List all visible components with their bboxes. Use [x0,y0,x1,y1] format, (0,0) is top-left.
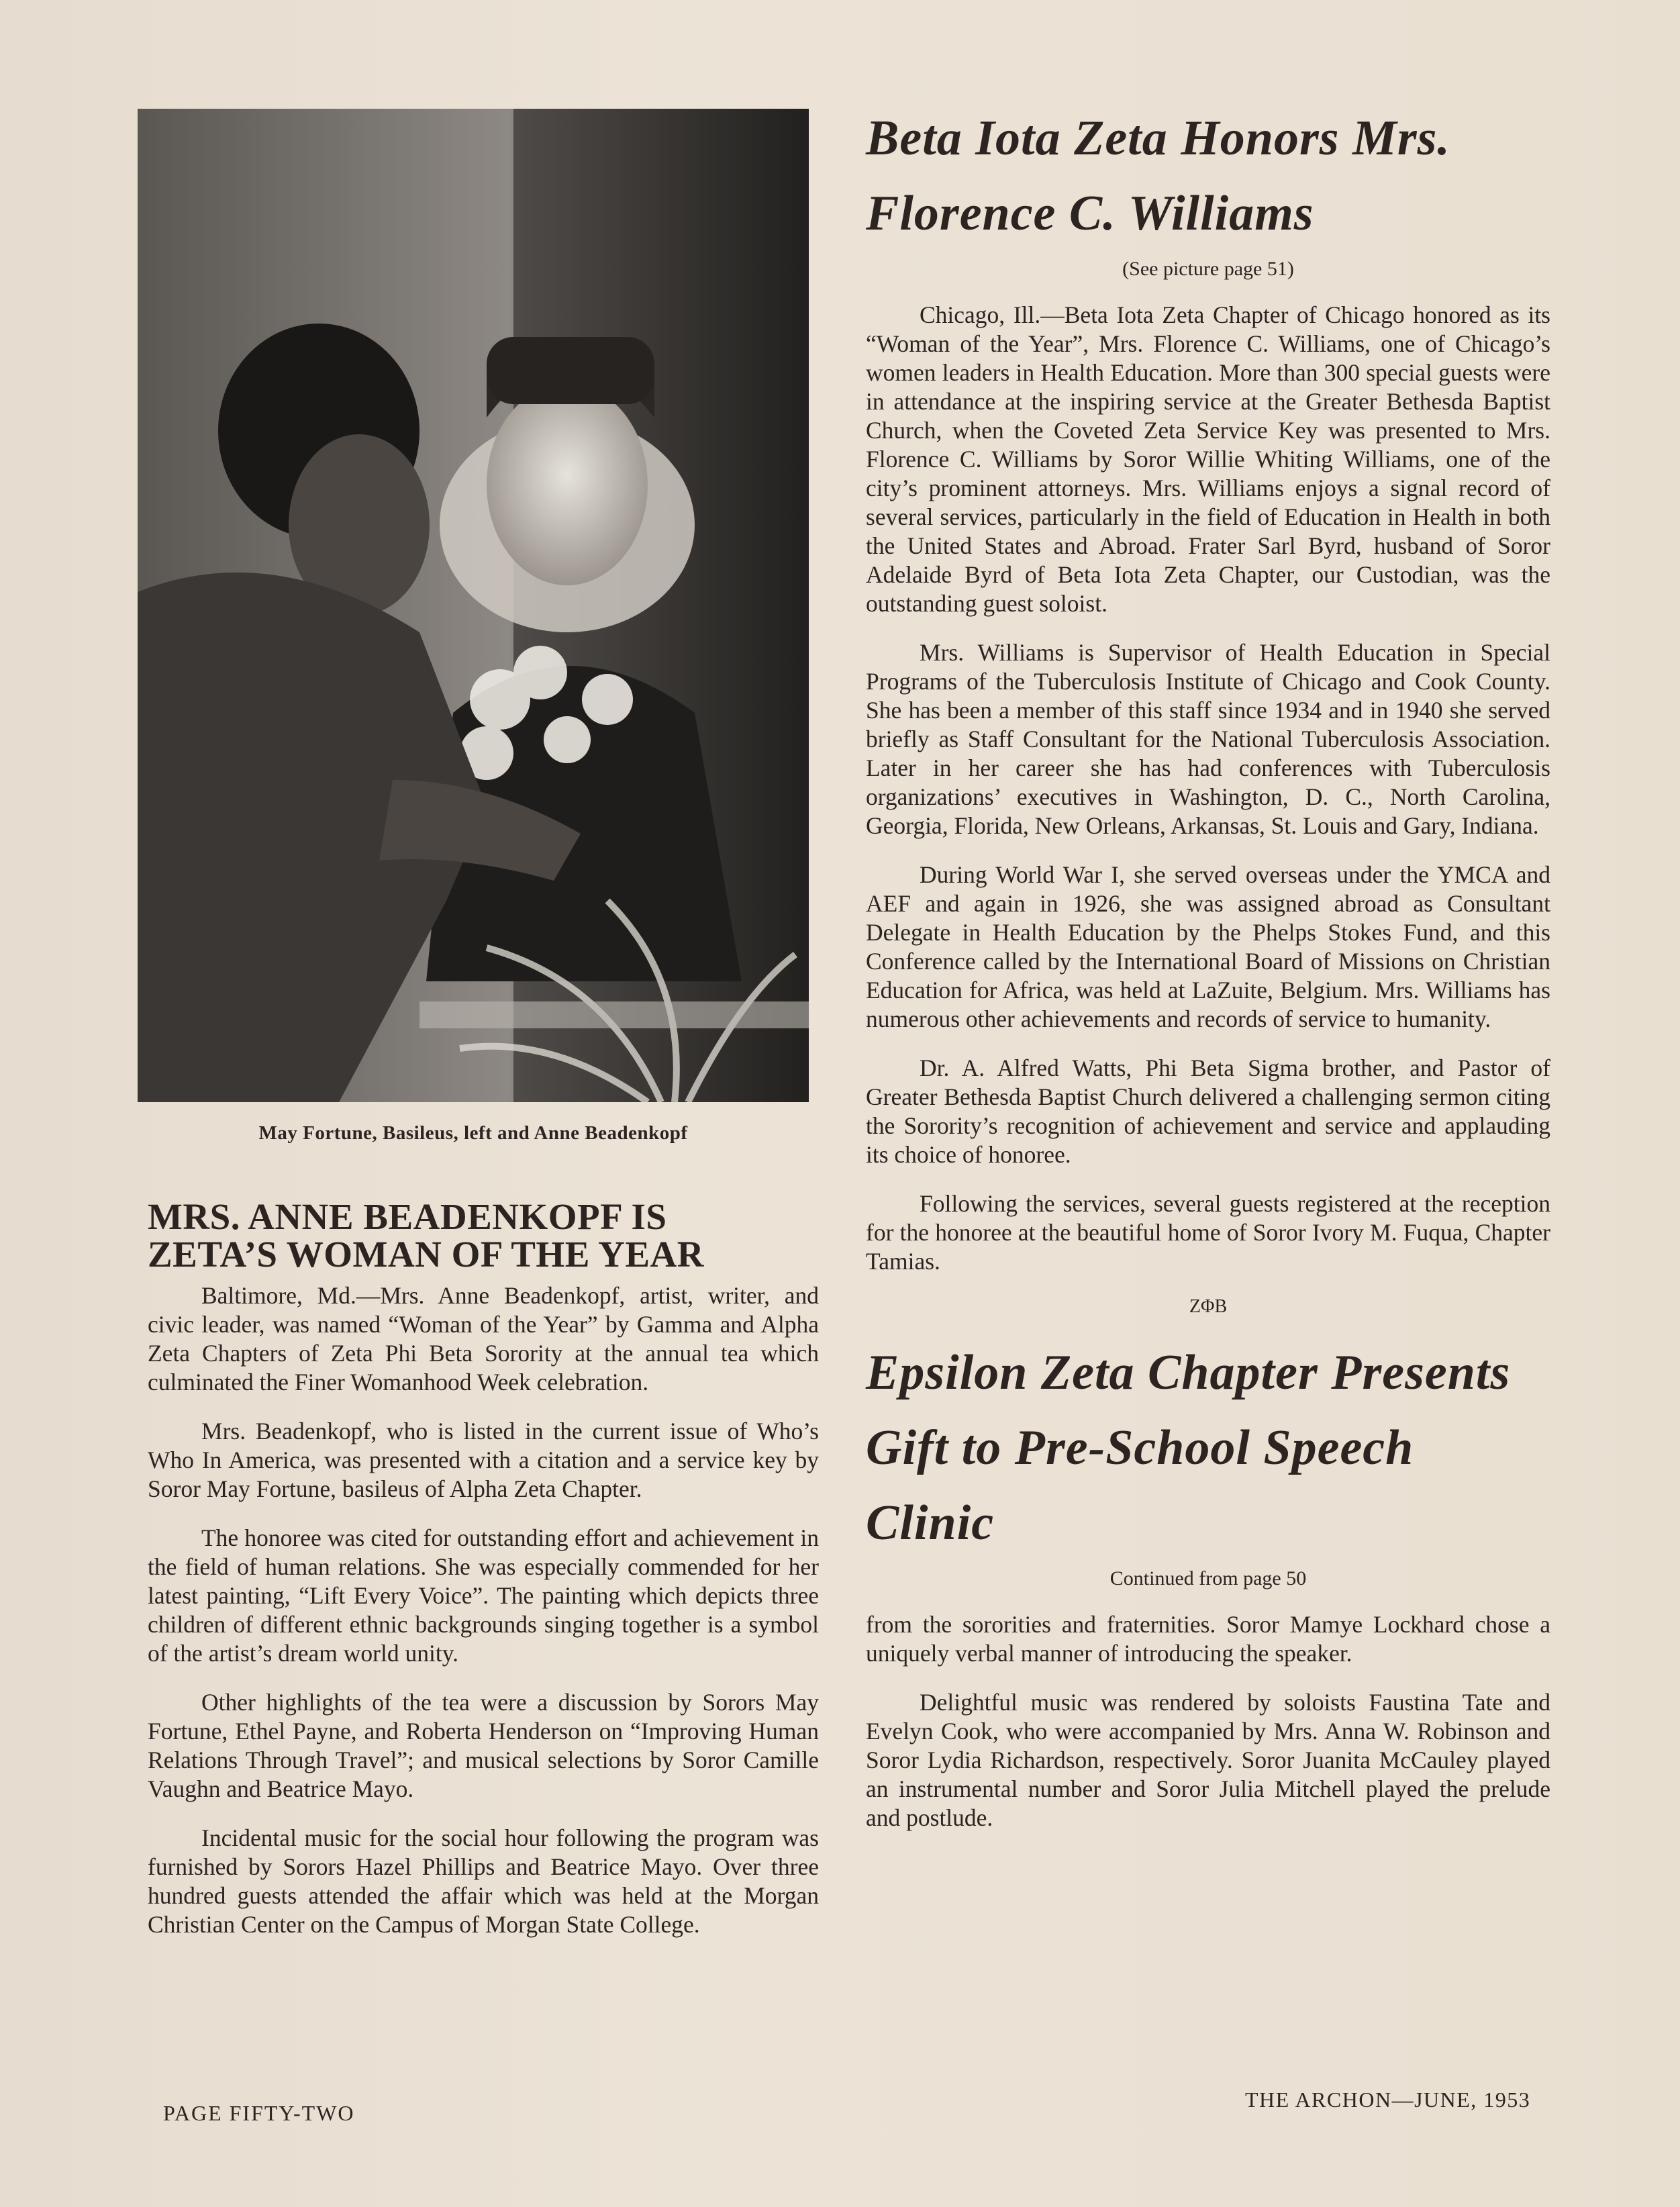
publication-line: THE ARCHON—JUNE, 1953 [1245,2088,1531,2112]
left-headline-line1: MRS. ANNE BEADENKOPF IS [148,1196,667,1237]
photograph [138,109,809,1102]
article1-paragraph: Chicago, Ill.—Beta Iota Zeta Chapter of Chicago honored as its “Woman of the Year”, Mrs. Florence C. Williams, one of Chicago’s women leaders in Health Education. More than 300 special guests were in attendance at the inspiring service at the Greater Bethesda Baptist Church, when the Coveted Zeta Service Key was presented to Mrs. Florence C. Williams by Soror Willie Whiting Williams, one of the city’s prominent attorneys. Mrs. Williams enjoys a signal record of several services, particularly in the field of Education in Health in both the United States and Abroad. Frater Sarl Byrd, husband of Soror Adelaide Byrd of Beta Iota Zeta Chapter, our Custodian, was the outstanding guest soloist. [866,301,1550,617]
article1-paragraph: Following the services, several guests registered at the reception for the honoree at the beautiful home of Soror Ivory M. Fuqua, Chapter Tamias. [866,1190,1550,1275]
article2-subline: Continued from page 50 [1109,1567,1307,1589]
page-number: PAGE FIFTY-TWO [163,2101,355,2125]
article1-paragraph: Dr. A. Alfred Watts, Phi Beta Sigma brother, and Pastor of Greater Bethesda Baptist Church delivered a challenging sermon citing the Sorority’s recognition of achievement and service and applauding its choice of honoree. [866,1055,1550,1168]
left-paragraph: Incidental music for the social hour following the program was furnished by Sorors Hazel Phillips and Beatrice Mayo. Over three hundred guests attended the affair which was held at the Morgan Christian Center on the Campus of Morgan State College. [148,1824,819,1938]
right-column [866,101,1550,1853]
left-article [148,1198,819,1959]
article2-paragraph: Delightful music was rendered by soloists Faustina Tate and Evelyn Cook, who were accompanied by Mrs. Anna W. Robinson and Soror Lydia Richardson, respectively. Soror Juanita McCauley played an instrumental number and Soror Julia Mitchell played the prelude and postlude. [866,1689,1550,1831]
left-paragraph: Baltimore, Md.—Mrs. Anne Beadenkopf, artist, writer, and civic leader, was named “Woman of the Year” by Gamma and Alpha Zeta Chapters of Zeta Phi Beta Sorority at the annual tea which culminated the Finer Womanhood Week celebration. [148,1282,819,1395]
article2-headline [866,1335,1550,1561]
left-paragraph: Other highlights of the tea were a discussion by Sorors May Fortune, Ethel Payne, and Roberta Henderson on “Improving Human Relations Through Travel”; and musical selections by Soror Camille Vaughn and Beatrice Mayo. [148,1689,819,1802]
article1-paragraph: During World War I, she served overseas under the YMCA and AEF and again in 1926, she was assigned abroad as Consultant Delegate in Health Education by the Phelps Stokes Fund, and this Conference called by the International Board of Missions on Christian Education for Africa, was held at LaZuite, Belgium. Mrs. Williams has numerous other achievements and records of service to humanity. [866,861,1550,1032]
article1-headline [866,101,1550,251]
article1-headline-line2: Florence C. Williams [866,186,1314,241]
section-divider: ZΦB [1189,1296,1228,1317]
left-paragraph: Mrs. Beadenkopf, who is listed in the current issue of Who’s Who In America, was presented with a citation and a service key by Soror May Fortune, basileus of Alpha Zeta Chapter. [148,1418,819,1502]
article2-headline-line1: Epsilon Zeta Chapter Presents [866,1345,1511,1400]
photo-caption: May Fortune, Basileus, left and Anne Beadenkopf [258,1122,688,1144]
article1-paragraph: Mrs. Williams is Supervisor of Health Education in Special Programs of the Tuberculosis Institute of Chicago and Cook County. She has been a member of this staff since 1934 and in 1940 she served briefly as Staff Consultant for the National Tuberculosis Association. Later in her career she has had conferences with Tuberculosis organizations’ executives in Washington, D. C., North Carolina, Georgia, Florida, New Orleans, Arkansas, St. Louis and Gary, Indiana. [866,639,1550,839]
article1-headline-line1: Beta Iota Zeta Honors Mrs. [866,111,1450,166]
article2-headline-line2: Gift to Pre-School Speech Clinic [866,1420,1414,1551]
left-paragraph: The honoree was cited for outstanding effort and achievement in the field of human relations. She was especially commended for her latest painting, “Lift Every Voice”. The painting which depicts three children of different ethnic backgrounds singing together is a symbol of the artist’s dream world unity. [148,1524,819,1667]
article2-paragraph: from the sororities and fraternities. Soror Mamye Lockhard chose a uniquely verbal manner of introducing the speaker. [866,1611,1550,1667]
left-headline [148,1198,819,1273]
left-headline-line2: ZETA’S WOMAN OF THE YEAR [148,1234,704,1275]
article1-subline: (See picture page 51) [1122,258,1294,280]
photo-illustration [138,109,809,1102]
